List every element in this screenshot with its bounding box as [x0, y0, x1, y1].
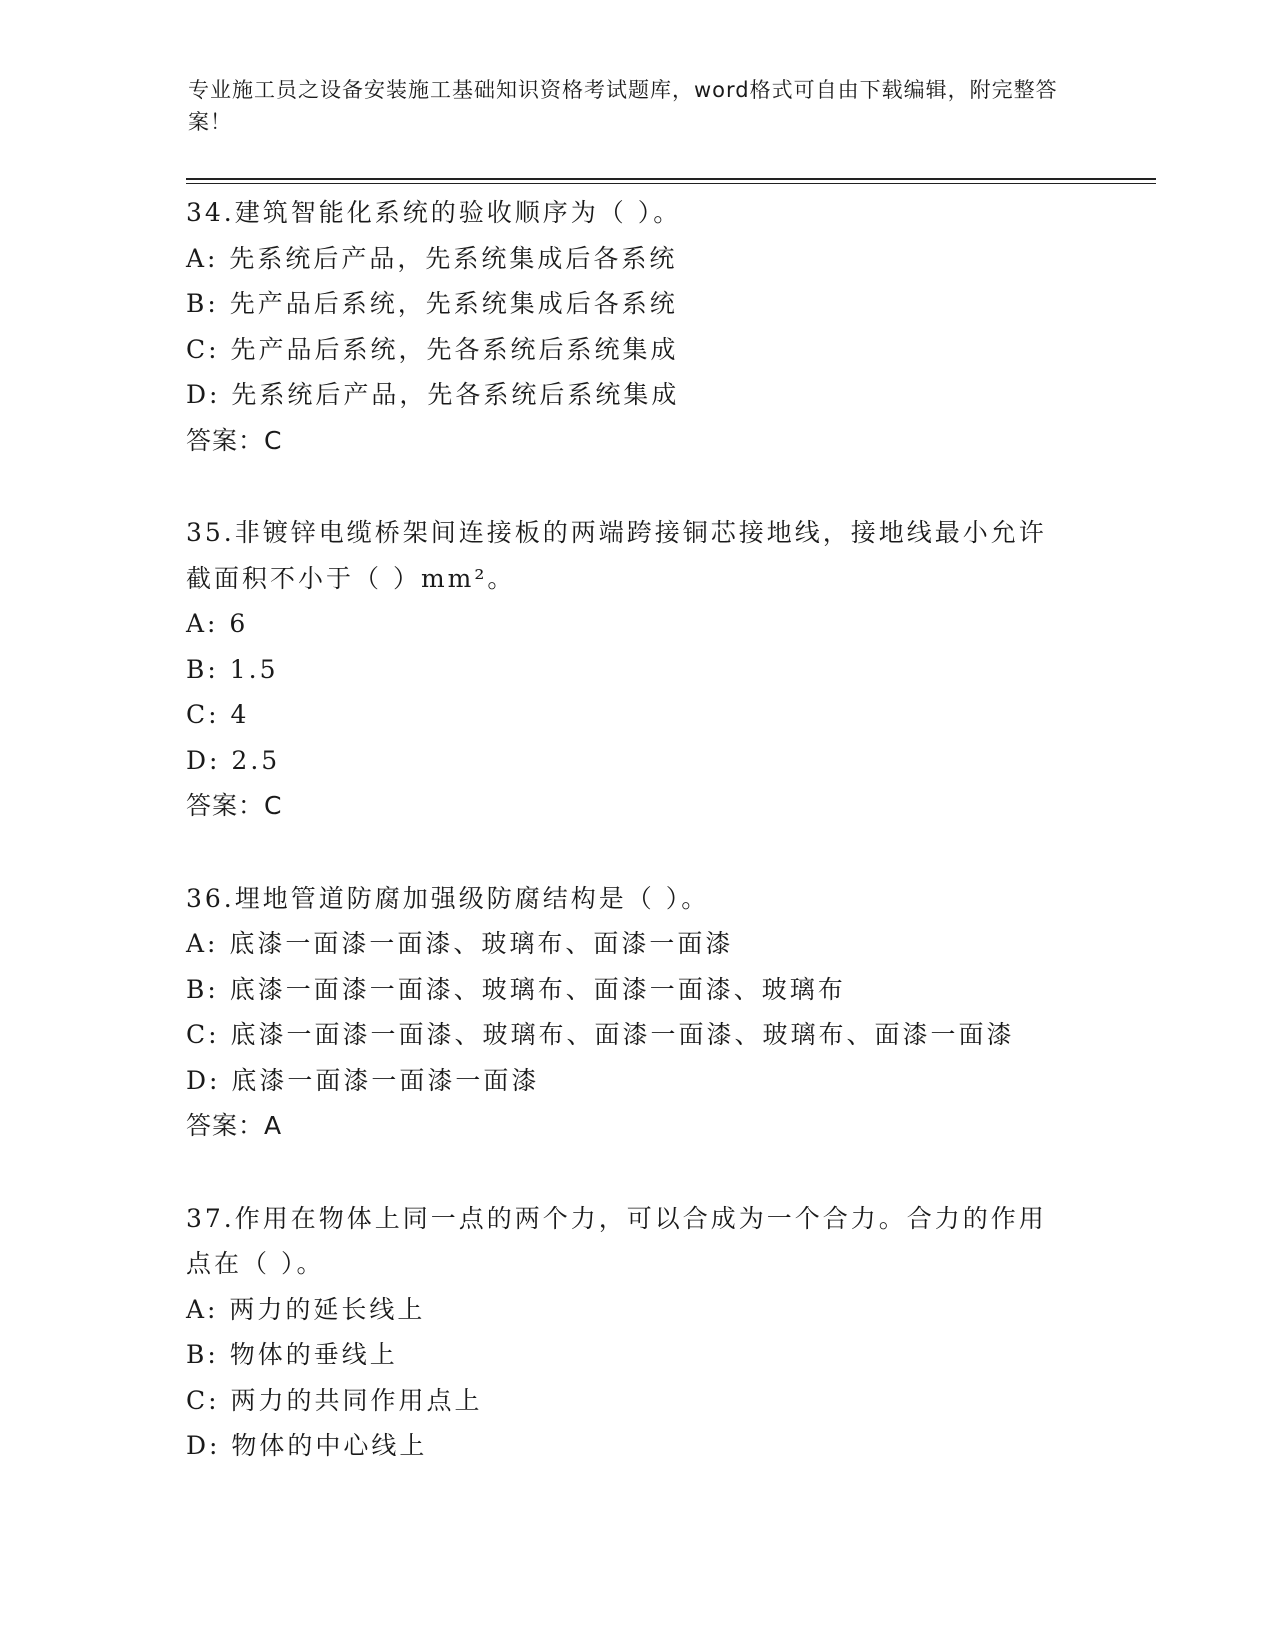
header-divider: [186, 178, 1156, 184]
option-b: B: 先产品后系统，先系统集成后各系统: [186, 289, 678, 318]
question-list: [186, 190, 1086, 1516]
header-title: 专业施工员之设备安装施工基础知识资格考试题库，word格式可自由下载编辑，附完整答案！: [188, 78, 1058, 134]
option-b: B: 底漆一面漆一面漆、玻璃布、面漆一面漆、玻璃布: [186, 974, 846, 1004]
option-b: B: 1.5: [186, 654, 279, 684]
option-a: A: 6: [186, 609, 249, 638]
question-item: [186, 190, 1086, 463]
page-header: [188, 74, 1068, 138]
question-stem: 36.埋地管道防腐加强级防腐结构是（ ）。: [186, 883, 710, 913]
question-item: [186, 876, 1086, 1149]
option-c: C: 两力的共同作用点上: [186, 1385, 483, 1415]
option-d: D: 物体的中心线上: [186, 1431, 428, 1460]
question-stem: 34.建筑智能化系统的验收顺序为（ ）。: [186, 198, 682, 227]
option-c: C: 4: [186, 700, 250, 729]
option-a: A: 底漆一面漆一面漆、玻璃布、面漆一面漆: [186, 929, 734, 958]
option-c: C: 底漆一面漆一面漆、玻璃布、面漆一面漆、玻璃布、面漆一面漆: [186, 1020, 1015, 1049]
answer-line: 答案：C: [186, 425, 283, 455]
option-a: A: 两力的延长线上: [186, 1294, 426, 1324]
option-d: D: 底漆一面漆一面漆一面漆: [186, 1065, 540, 1095]
question-stem: 37.作用在物体上同一点的两个力，可以合成为一个合力。合力的作用点在（ ）。: [186, 1203, 1047, 1278]
option-a: A: 先系统后产品，先系统集成后各系统: [186, 243, 678, 273]
answer-line: 答案：A: [186, 1111, 283, 1140]
option-b: B: 物体的垂线上: [186, 1340, 398, 1369]
question-item: [186, 1196, 1086, 1469]
question-stem: 35.非镀锌电缆桥架间连接板的两端跨接铜芯接地线，接地线最小允许截面积不小于（ ）mm²。: [186, 518, 1047, 593]
answer-line: 答案：C: [186, 791, 283, 820]
question-item: [186, 510, 1086, 829]
option-d: D: 先系统后产品，先各系统后系统集成: [186, 380, 680, 409]
option-c: C: 先产品后系统，先各系统后系统集成: [186, 334, 679, 364]
option-d: D: 2.5: [186, 745, 281, 775]
